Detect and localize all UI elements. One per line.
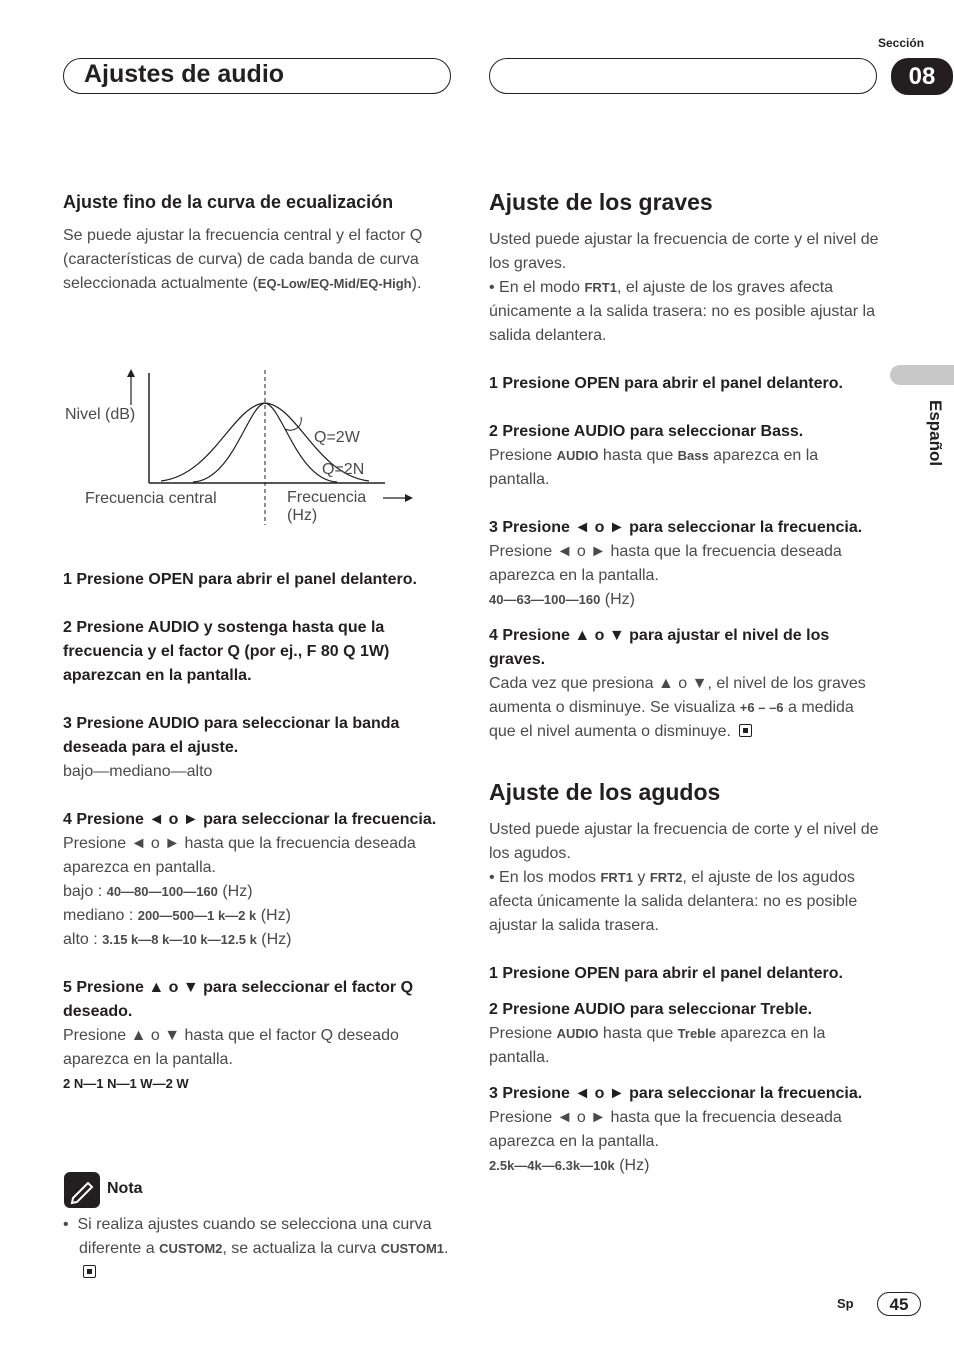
- left-steps: [63, 568, 453, 1096]
- y-arrow-head: [127, 369, 135, 377]
- intro-end: ).: [411, 275, 422, 292]
- eq-intro: [63, 224, 453, 296]
- alto-freqs: 3.15 k—8 k—10 k—12.5 k: [102, 932, 257, 947]
- graves-bullet-c: , el ajuste de los graves afecta únicamente a la salida trasera: no es posible ajustar la salida delantera.: [489, 279, 875, 344]
- graves-step-2-body: [489, 444, 879, 492]
- bajo-label: bajo :: [63, 883, 107, 900]
- intro-modes: EQ-Low/EQ-Mid/EQ-High: [257, 276, 412, 291]
- graves-step-1: 1 Presione OPEN para abrir el panel delantero.: [489, 375, 843, 392]
- left-step-4: 4 Presione ◄ o ► para seleccionar la frecuencia.: [63, 811, 437, 828]
- graves-intro: Usted puede ajustar la frecuencia de corte y el nivel de los graves.: [489, 231, 879, 272]
- q-values: 2 N—1 N—1 W—2 W: [63, 1076, 189, 1091]
- language-code: Sp: [837, 1296, 854, 1311]
- left-step-3: 3 Presione AUDIO para seleccionar la banda deseada para el ajuste.: [63, 715, 400, 756]
- agudos-step-2: 2 Presione AUDIO para seleccionar Treble.: [489, 1001, 813, 1018]
- g2-audio: AUDIO: [556, 448, 599, 463]
- graves-step-3-body: Presione ◄ o ► hasta que la frecuencia deseada aparezca en la pantalla.: [489, 543, 842, 584]
- hz-label: (Hz): [287, 507, 318, 524]
- language-label: Español: [926, 400, 945, 467]
- left-step-4-body: Presione ◄ o ► hasta que la frecuencia deseada aparezca en pantalla.: [63, 835, 416, 876]
- eq-heading: Ajuste fino de la curva de ecualización: [63, 192, 394, 212]
- section-number-badge: 08: [891, 58, 953, 95]
- a2-treble: Treble: [677, 1026, 716, 1041]
- a2-audio: AUDIO: [556, 1026, 599, 1041]
- g2-bass: Bass: [677, 448, 709, 463]
- page-number: 45: [877, 1292, 921, 1316]
- agudos-bullet-a: • En los modos: [489, 869, 601, 886]
- left-step-1: 1 Presione OPEN para abrir el panel delantero.: [63, 571, 417, 588]
- g2-e: aparezca en la pantalla.: [489, 447, 819, 488]
- eq-curve-diagram: [63, 365, 423, 530]
- hz-unit: (Hz): [217, 883, 253, 900]
- a2-a: Presione: [489, 1025, 557, 1042]
- a2-e: aparezca en la pantalla.: [489, 1025, 826, 1066]
- right-column: [489, 188, 879, 1178]
- mediano-values: [63, 904, 453, 928]
- left-step-5: 5 Presione ▲ o ▼ para seleccionar el factor Q deseado.: [63, 979, 414, 1020]
- note-pencil-icon: [64, 1172, 100, 1208]
- ylabel: Nivel (dB): [65, 406, 136, 423]
- left-step-5-body: Presione ▲ o ▼ hasta que el factor Q deseado aparezca en la pantalla.: [63, 1027, 399, 1068]
- a3-values: 2.5k—4k—6.3k—10k: [489, 1158, 615, 1173]
- mediano-freqs: 200—500—1 k—2 k: [137, 908, 257, 923]
- graves-step-2: 2 Presione AUDIO para seleccionar Bass.: [489, 423, 804, 440]
- alto-label: alto :: [63, 931, 103, 948]
- center-freq-label: Frecuencia central: [85, 490, 217, 507]
- bajo-values: [63, 880, 453, 904]
- g2-c: hasta que: [598, 447, 678, 464]
- agudos-step-1: 1 Presione OPEN para abrir el panel delantero.: [489, 965, 843, 982]
- language-tab: [890, 365, 954, 385]
- note-c: , se actualiza la curva: [222, 1240, 381, 1257]
- hz-unit: (Hz): [256, 907, 291, 924]
- end-mark-icon: [739, 724, 752, 737]
- agudos-frt2: FRT2: [649, 870, 683, 885]
- g4-c: a medida que el nivel aumenta o disminuye.: [489, 699, 854, 740]
- agudos-bullet: [489, 866, 879, 938]
- hz-unit: (Hz): [256, 931, 292, 948]
- intro-text: Se puede ajustar la frecuencia central y el factor Q (características de curva) de cada banda de curva seleccionada actualmente (: [63, 227, 423, 292]
- agudos-y: y: [632, 869, 650, 886]
- note-title: Nota: [107, 1180, 143, 1197]
- mediano-label: mediano :: [63, 907, 138, 924]
- graves-step-4: 4 Presione ▲ o ▼ para ajustar el nivel de los graves.: [489, 627, 830, 668]
- pencil-svg: [64, 1172, 100, 1208]
- a2-c: hasta que: [598, 1025, 678, 1042]
- q2n-label: Q=2N: [322, 461, 365, 478]
- agudos-bullet-e: , el ajuste de los agudos afecta únicamente la salida delantera: no es posible ajustar la salida trasera.: [489, 869, 858, 934]
- freq-label: Frecuencia: [287, 489, 367, 506]
- agudos-step-2-body: [489, 1022, 879, 1070]
- note-text: • Si realiza ajustes cuando se selecciona una curva diferente a CUSTOM2, se actualiza la curva CUSTOM1.: [63, 1213, 453, 1285]
- page-title: Ajustes de audio: [84, 60, 285, 88]
- g4-range: +6 – –6: [739, 700, 784, 715]
- end-mark-icon: [83, 1265, 96, 1278]
- agudos-step-3-body: Presione ◄ o ► hasta que la frecuencia deseada aparezca en la pantalla.: [489, 1109, 842, 1150]
- hz-unit: (Hz): [600, 591, 635, 608]
- agudos-step-3: 3 Presione ◄ o ► para seleccionar la frecuencia.: [489, 1085, 863, 1102]
- graves-frt1: FRT1: [584, 280, 617, 295]
- agudos-freqs: [489, 1154, 879, 1178]
- section-label: Sección: [878, 36, 925, 50]
- g3-values: 40—63—100—160: [489, 592, 601, 607]
- header-blank-frame: [489, 58, 877, 94]
- agudos-intro: Usted puede ajustar la frecuencia de corte y el nivel de los agudos.: [489, 821, 879, 862]
- graves-title: Ajuste de los graves: [489, 189, 713, 215]
- graves-bullet-a: • En el modo: [489, 279, 585, 296]
- note-a: Si realiza ajustes cuando se selecciona una curva diferente a: [77, 1216, 432, 1257]
- g4-a: Cada vez que presiona ▲ o ▼, el nivel de los graves aumenta o disminuye. Se visualiza: [489, 675, 866, 716]
- alto-values: [63, 928, 453, 952]
- left-column: [63, 190, 453, 296]
- graves-step-4-body: [489, 672, 879, 744]
- graves-freqs: [489, 588, 879, 612]
- graves-step-3: 3 Presione ◄ o ► para seleccionar la frecuencia.: [489, 519, 863, 536]
- note-custom1: CUSTOM1: [380, 1241, 445, 1256]
- g2-a: Presione: [489, 447, 557, 464]
- q2w-label: Q=2W: [314, 429, 360, 446]
- graves-bullet: [489, 276, 879, 348]
- x-arrow-head: [405, 494, 413, 502]
- bajo-freqs: 40—80—100—160: [106, 884, 218, 899]
- note-custom2: CUSTOM2: [159, 1241, 223, 1256]
- note-e: .: [444, 1240, 449, 1257]
- hz-unit: (Hz): [614, 1157, 650, 1174]
- left-step-3-body: bajo—mediano—alto: [63, 763, 213, 780]
- agudos-title: Ajuste de los agudos: [489, 779, 721, 805]
- left-step-2: 2 Presione AUDIO y sostenga hasta que la frecuencia y el factor Q (por ej., F 80 Q 1W) aparezcan en la pantalla.: [63, 619, 390, 684]
- agudos-frt1: FRT1: [600, 870, 633, 885]
- note-body: [63, 1213, 453, 1285]
